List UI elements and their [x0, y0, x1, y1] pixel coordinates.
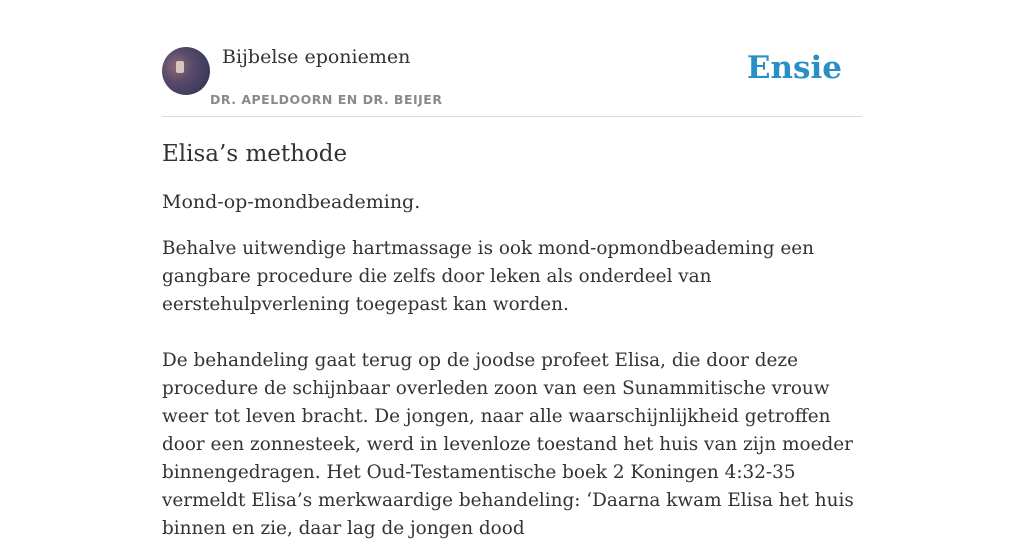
cover-figure	[176, 61, 184, 73]
book-cover-icon[interactable]	[162, 47, 193, 95]
brand-logo-link[interactable]: Ensie	[746, 50, 842, 86]
article-paragraph-2: De behandeling gaat terug op de joodse profeet Elisa, die door deze procedure de schijnbaar overleden zoon van een Sunammitische vrouw weer tot leven bracht. De jongen, naar alle waarschijnlijkheid getroffen door een zonnesteek, werd in levenloze toestand het huis van zijn moeder binnengedragen. Het Oud-Testamentische boek 2 Koningen 4:32-35 vermeldt Elisa’s merkwaardige behandeling: ‘Daarna kwam Elisa het huis binnen en zie, daar lag de jongen dood	[162, 350, 854, 539]
book-cover-image	[162, 47, 210, 95]
article-paragraph-1: Behalve uitwendige hartmassage is ook mond-opmondbeademing een gangbare procedure die zelfs door leken als onderdeel van eerstehulpverlening toegepast kan worden.	[162, 238, 814, 315]
article-subtitle: Mond-op-mondbeademing.	[162, 191, 421, 213]
page-header	[162, 44, 862, 117]
article-content	[162, 138, 867, 543]
book-title-link[interactable]: Bijbelse eponiemen	[222, 46, 411, 68]
book-authors: DR. APELDOORN EN DR. BEIJER	[210, 92, 443, 107]
article-title: Elisa’s methode	[162, 141, 348, 167]
